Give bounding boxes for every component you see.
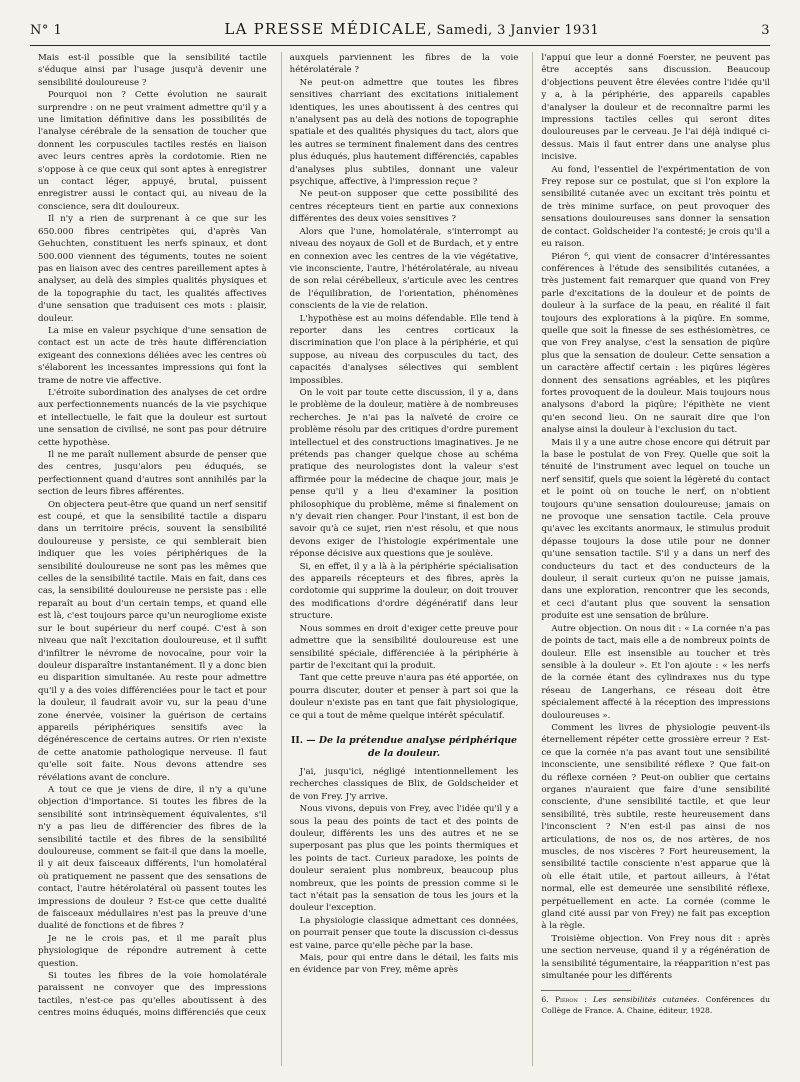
- paragraph: Tant que cette preuve n'aura pas été apportée, on pourra discuter, douter et penser à part soi que la douleur n'existe pas en tant que fait physiologique, ce qui a tout de même quelque intérêt spéculatif.: [289, 673, 519, 721]
- footnote-rule: [541, 990, 631, 991]
- footnote: 6. Piéron : Les sensibilités cutanées. Conférences du Collège de France. A. Chaine, éditeur, 1928.: [541, 995, 771, 1016]
- paragraph: La physiologie classique admettant ces données, on pourrait penser que toute la discussion ci-dessus est vaine, parce qu'elle pèche par la base.: [289, 915, 519, 951]
- article-columns: [38, 52, 770, 1066]
- paragraph: Au fond, l'essentiel de l'expérimentation de von Frey repose sur ce postulat, que si l'on explore la sensibilité cutanée avec un excitant très pointu et de très minime surface, on peut provoquer des sensations douloureuses sans donner la sensation de contact. Goldscheider l'a contesté; je crois qu'il a eu raison.: [541, 164, 771, 250]
- paragraph: Si, en effet, il y a là à la périphérie spécialisation des appareils récepteurs et des fibres, après la cordotomie qui supprime la douleur, on doit trouver des modifications d'ordre dégénératif dans leur structure.: [289, 561, 519, 622]
- column-1: [38, 52, 267, 1066]
- paragraph: auxquels parviennent les fibres de la voie hétérolatérale ?: [289, 53, 519, 76]
- paragraph: J'ai, jusqu'ici, négligé intentionnellement les recherches classiques de Blix, de Goldscheider et de von Frey. J'y arrive.: [289, 766, 519, 802]
- paragraph: L'étroite subordination des analyses de cet ordre aux perfectionnements nuancés de la vie psychique et intellectuelle, le fait que la douleur est surtout une sensation de civilisé, ne sont pas pour détruire cette hypothèse.: [38, 387, 267, 448]
- paragraph: Pourquoi non ? Cette évolution ne saurait surprendre : on ne peut vraiment admettre qu'il y a une limitation définitive dans les possibilités de l'analyse cérébrale de la sensation de toucher que donnent les corpuscules tactiles restés en liaison avec leurs centres après la cordotomie. Rien ne s'oppose à ce que ceux qui sont aptes à enregistrer un contact léger, appuyé, brutal, puissent enregistrer aussi le contact qui, au niveau de la conscience, sera dit douloureux.: [38, 90, 267, 212]
- paragraph: La mise en valeur psychique d'une sensation de contact est un acte de très haute différenciation exigeant des connexions déliées avec les centres où s'élaborent les incessantes impressions qui font la trame de notre vie affective.: [38, 325, 267, 386]
- paragraph: A tout ce que je viens de dire, il n'y a qu'une objection d'importance. Si toutes les fibres de la sensibilité sont intrinsèquement équivalentes, s'il n'y a pas lieu de différencier des fibres de la sensibilité tactile et des fibres de la sensibilité douloureuse, comment se fait-il que dans la moelle, il y ait deux faisceaux différents, l'un homolatéral où pratiquement ne passent que des sensations de contact, l'autre hétérolatéral où passent toutes les impressions de douleur ? Est-ce que cette dualité de faisceaux médullaires n'est pas la preuve d'une dualité de fonctions et de fibres ?: [38, 784, 267, 932]
- paragraph: Je ne le crois pas, et il me paraît plus physiologique de répondre autrement à cette question.: [38, 933, 267, 969]
- paragraph: Piéron ⁶, qui vient de consacrer d'intéressantes conférences à l'étude des sensibilités cutanées, a très justement fait remarquer que quand von Frey parle d'excitations de la douleur et de points de douleur à la surface de la peau, en réalité il fait toujours des explorations à la piqûre. En somme, quelle que soit la finesse de ses esthésiomètres, ce que von Frey analyse, c'est la sensation de piqûre plus que la sensation de douleur. Cette sensation a un caractère affectif certain : les piqûres légères donnent des sensations agréables, et les piqûres fortes provoquent de la douleur. Mais toujours nous analysons d'abord la piqûre; l'épithète ne vient qu'en second lieu. On ne saurait dire que l'on analyse ainsi la douleur à l'exclusion du tact.: [541, 251, 771, 436]
- paragraph: Autre objection. On nous dit : « La cornée n'a pas de points de tact, mais elle a de nombreux points de douleur. Elle est insensible au toucher et très sensible à la douleur ». Et l'on ajoute : « les nerfs de la cornée étant des cylindraxes nus du type réseau de Langerhans, ce réseau doit être spécialement affecté à la réception des impressions douloureuses ».: [541, 623, 771, 721]
- section-title: De la prétendue analyse périphérique de la douleur.: [318, 734, 518, 759]
- footnote-author: Piéron: [554, 995, 578, 1005]
- footnote-work: Les sensibilités cutanées.: [593, 995, 700, 1005]
- paragraph: Il ne me paraît nullement absurde de penser que des centres, jusqu'alors peu éduqués, se perfectionnent quand d'autres sont annihilés par la section de leurs fibres afférentes.: [38, 450, 267, 498]
- section-heading: [290, 734, 519, 760]
- page-number: 3: [761, 23, 770, 38]
- paragraph: Si toutes les fibres de la voie homolatérale paraissent ne convoyer que des impressions tactiles, n'est-ce pas qu'elles aboutissent à des centres moins éduqués, moins différenciés que ceux: [38, 971, 267, 1019]
- paragraph: Il n'y a rien de surprenant à ce que sur les 650.000 fibres centripètes qui, d'après Van Gehuchten, constituent les nerfs spinaux, et dont 500.000 viennent des téguments, toutes ne soient pas en liaison avec des centres pareillement aptes à analyser, au delà des simples qualités physiques et de la topographie du tact, les qualités affectives d'une sensation que traduisent ces mots : plaisir, douleur.: [38, 214, 267, 324]
- header-rule: [30, 45, 770, 46]
- journal-masthead: [224, 20, 599, 38]
- footnote-number: 6.: [541, 995, 549, 1005]
- column-2: [281, 52, 519, 1066]
- paragraph: On le voit par toute cette discussion, il y a, dans le problème de la douleur, matière à de nombreuses recherches. Je n'ai pas la naïveté de croire ce problème résolu par des critiques d'ordre purement intellectuel et des constructions imaginatives. Je ne prétends pas changer quelque chose au schéma pratique des neurologistes dont la valeur s'est affirmée pour la médecine de chaque jour, mais je pense qu'il y a lieu d'examiner la position philosophique du problème, même si finalement on n'y devait rien changer. Pour l'instant, il est bon de savoir qu'à ce sujet, rien n'est résolu, et que nous devons exiger de l'histologie expérimentale une réponse décisive aux questions que je soulève.: [289, 387, 519, 560]
- issue-date: , Samedi, 3 Janvier 1931: [427, 23, 600, 38]
- paragraph: L'hypothèse est au moins défendable. Elle tend à reporter dans les centres corticaux la discrimination que l'on place à la périphérie, et qui suppose, au niveau des corpuscules du tact, des capacités d'analyses sélectives qui semblent impossibles.: [289, 313, 519, 386]
- paragraph: Nous sommes en droit d'exiger cette preuve pour admettre que la sensibilité douloureuse est une sensibilité spéciale, différenciée à la périphérie à partir de l'excitant qui la produit.: [289, 623, 519, 671]
- page-header: [30, 20, 770, 42]
- paragraph: Mais est-il possible que la sensibilité tactile s'éduque ainsi par l'usage jusqu'à devenir une sensibilité douloureuse ?: [38, 53, 267, 88]
- paragraph: Ne peut-on supposer que cette possibilité des centres récepteurs tient en partie aux connexions différentes des deux voies sensitives ?: [289, 189, 519, 225]
- paragraph: Troisième objection. Von Frey nous dit : après une section nerveuse, quand il y a régénération de la sensibilité tégumentaire, la réapparition n'est pas simultanée pour les différents: [541, 933, 771, 982]
- paragraph: Mais il y a une autre chose encore qui détruit par la base le postulat de von Frey. Quelle que soit la ténuité de l'instrument avec lequel on touche un nerf sensitif, quels que soient la légèreté du contact et le point où on touche le nerf, on n'obtient toujours qu'une sensation douloureuse; jamais on ne provoque une sensation tactile. Cela prouve qu'avec les excitants anormaux, le stimulus produit dépasse toujours la dose utile pour ne donner qu'une sensation tactile. S'il y a dans un nerf des conducteurs du tact et des conducteurs de la douleur, il serait curieux qu'on ne puisse jamais, dans une exploration, rencontrer que les seconds, et ceci d'autant plus que souvent la sensation produite est une sensation de brûlure.: [541, 437, 771, 622]
- paragraph: Alors que l'une, homolatérale, s'interrompt au niveau des noyaux de Goll et de Burdach, et y entre en connexion avec les centres de la vie végétative, vie inconsciente, l'autre, l'hétérolatérale, au niveau de son relai cérébelleux, s'articule avec les centres de l'équilibration, de l'orientation, phénomènes conscients de la vie de relation.: [289, 226, 519, 312]
- paragraph: Nous vivons, depuis von Frey, avec l'idée qu'il y a sous la peau des points de tact et des points de douleur, différents les uns des autres et ne se superposant pas plus que les points thermiques et les points de tact. Curieux paradoxe, les points de douleur seraient plus nombreux, beaucoup plus nombreux, que les points de pression comme si le tact n'était pas la sensation de tous les jours et la douleur l'exception.: [289, 804, 519, 914]
- paragraph: l'appui que leur a donné Foerster, ne peuvent pas être acceptés sans discussion. Beaucoup d'objections peuvent être élevées contre l'idée qu'il y a, à la périphérie, des appareils capables d'analyser la douleur et de reconnaître parmi les impressions tactiles celles qui seront dites douloureuses par le cerveau. Je l'ai déjà indiqué ci-dessus. Mais il faut entrer dans une analyse plus incisive.: [541, 53, 771, 163]
- journal-title: LA PRESSE MÉDICALE: [224, 20, 428, 38]
- paragraph: Ne peut-on admettre que toutes les fibres sensitives charriant des excitations initialement identiques, les unes aboutissent à des centres qui n'analysent pas au delà des notions de topographie spatiale et des qualités physiques du tact, alors que les autres se terminent finalement dans des centres plus éduqués, plus hautement différenciés, capables d'analyses plus subtiles, donnant une valeur psychique, affective, à l'impression reçue ?: [289, 77, 519, 188]
- issue-number: N° 1: [30, 23, 63, 38]
- section-number: II. —: [290, 734, 316, 746]
- paragraph: On objectera peut-être que quand un nerf sensitif est coupé, et que la sensibilité tactile a disparu dans un territoire précis, souvent la sensibilité douloureuse y persiste, ce qui semblerait bien indiquer que les voies périphériques de la sensibilité douloureuse ne sont pas les mêmes que celles de la sensibilité tactile. Mais en fait, dans ces cas, la sensibilité douloureuse ne persiste pas : elle reparaît au bout d'un certain temps, et quand elle est là, c'est toujours parce qu'un neurogliome existe sur le bout supérieur du nerf coupé. C'est à son niveau que naît l'excitation douloureuse, et il suffit d'infiltrer le névrome de novocaïne, pour voir la douleur disparaître instantanément. Il y a donc bien eu disparition simultanée. Au reste pour admettre qu'il y a des voies différenciées pour le tact et pour la douleur, il faudrait avoir vu, sur la peau d'une zone énervée, voisiner la guérison de certains appareils périphériques sensitifs avec la dégénérescence de certains autres. Or rien n'existe de cette anatomie pathologique nerveuse. Il faut qu'elle soit faite. Nous devons attendre ses révélations avant de conclure.: [38, 499, 267, 783]
- column-3: [532, 52, 770, 1066]
- paragraph: Comment les livres de physiologie peuvent-ils éternellement répéter cette grossière erreur ? Est-ce que la cornée n'a pas avant tout une sensibilité inconsciente, une sensibilité réflexe ? Que fait-on du réflexe cornéen ? Peut-on oublier que certains organes n'auraient que faire d'une sensibilité consciente, d'une sensibilité tactile, et que leur sensibilité, très subtile, reste heureusement dans l'inconscient ? N'en est-il pas ainsi de nos articulations, de nos os, de nos artères, de nos muscles, de nos viscères ? Fort heureusement, la sensibilité tactile consciente n'est apparue que là où elle était utile, et partout ailleurs, à l'état normal, elle est demeurée une sensibilité réflexe, perpétuellement en acte. La cornée (comme le gland cité aussi par von Frey) ne fait pas exception à la règle.: [541, 722, 771, 932]
- paragraph: Mais, pour qui entre dans le détail, les faits mis en évidence par von Frey, même après: [289, 953, 519, 976]
- footnote-details: Conférences du Collège de France. A. Chaine, éditeur, 1928.: [541, 995, 771, 1016]
